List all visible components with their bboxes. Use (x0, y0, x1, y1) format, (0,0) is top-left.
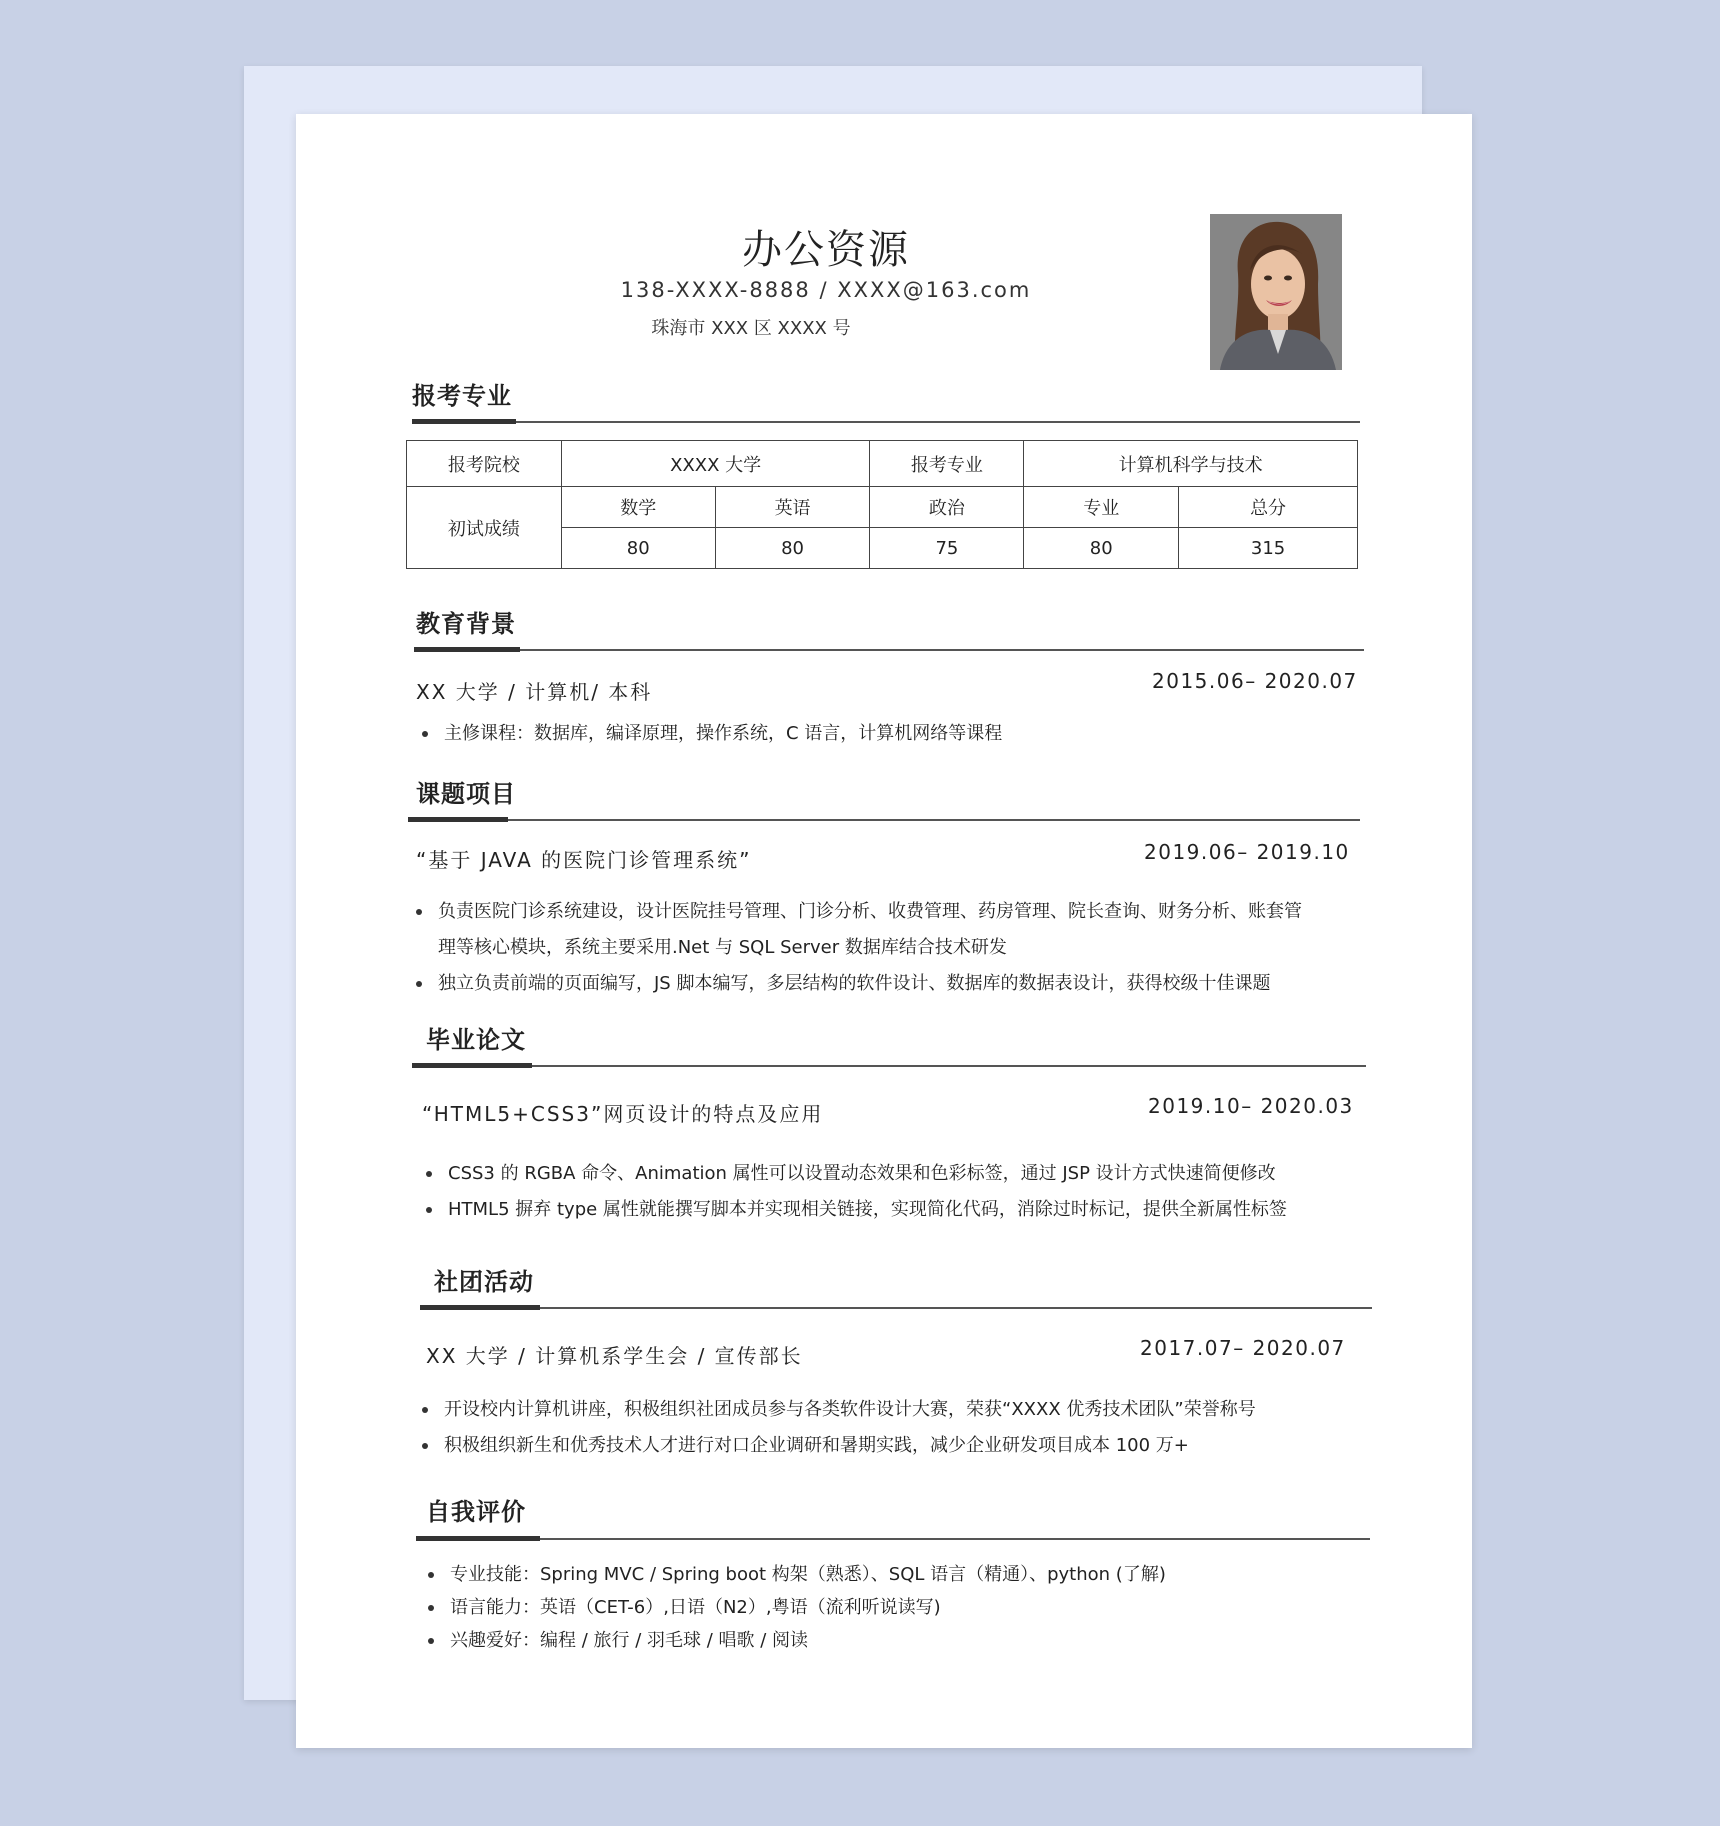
bullet-text: 主修课程：数据库，编译原理，操作系统，C 语言，计算机网络等课程 (444, 723, 1003, 744)
subject-header: 数学 (561, 487, 715, 528)
score-value: 80 (1024, 528, 1179, 569)
list-item (444, 1392, 1256, 1428)
subject-header: 英语 (715, 487, 870, 528)
list-item (448, 1192, 1287, 1228)
bullet-dot (416, 909, 422, 915)
section-divider (412, 421, 1360, 423)
section-divider (408, 819, 1360, 821)
bullet-text: 理等核心模块，系统主要采用.Net 与 SQL Server 数据库结合技术研发 (438, 937, 1007, 958)
section-accent-bar (408, 817, 508, 822)
subject-header: 专业 (1024, 487, 1179, 528)
table-cell-value: 计算机科学与技术 (1024, 441, 1358, 487)
bullet-dot (426, 1171, 432, 1177)
section-accent-bar (414, 647, 520, 652)
portrait-image (1210, 214, 1342, 370)
list-item (444, 716, 1002, 752)
address: 珠海市 XXX 区 XXXX 号 (651, 318, 851, 339)
bullet-text: 语言能力：英语（CET-6）,日语（N2）,粤语（流利听说读写) (450, 1597, 941, 1618)
section-divider (412, 1065, 1366, 1067)
bullet-text: CSS3 的 RGBA 命令、Animation 属性可以设置动态效果和色彩标签，通过 JSP 设计方式快速简便修改 (448, 1163, 1276, 1184)
bullet-dot (422, 1443, 428, 1449)
score-value: 80 (561, 528, 715, 569)
resume-name: 办公资源 (742, 227, 910, 273)
list-item (450, 1591, 941, 1624)
score-value: 315 (1179, 528, 1358, 569)
profile-photo (1210, 214, 1342, 370)
bullet-dot (422, 731, 428, 737)
section-title-major: 报考专业 (412, 382, 512, 410)
bullet-text: HTML5 摒弃 type 属性就能撰写脚本并实现相关链接，实现简化代码，消除过时标记，提供全新属性标签 (448, 1199, 1287, 1220)
section-accent-bar (412, 1063, 532, 1068)
table-cell-value: XXXX 大学 (561, 441, 870, 487)
bullet-dot (428, 1572, 434, 1578)
club-date: 2017.07– 2020.07 (1140, 1336, 1346, 1360)
section-divider (416, 1538, 1370, 1540)
list-item (450, 1558, 1166, 1591)
education-date: 2015.06– 2020.07 (1152, 669, 1358, 693)
club-title: XX 大学 / 计算机系学生会 / 宣传部长 (426, 1344, 803, 1368)
education-title: XX 大学 / 计算机/ 本科 (416, 680, 653, 704)
subject-header: 政治 (870, 487, 1024, 528)
bullet-text: 独立负责前端的页面编写，JS 脚本编写，多层结构的软件设计、数据库的数据表设计，获得校级十佳课题 (438, 973, 1271, 994)
table-cell-label: 报考院校 (407, 441, 562, 487)
list-item (448, 1156, 1276, 1192)
contact-info: 138-XXXX-8888 / XXXX@163.com (620, 278, 1032, 302)
bullet-dot (416, 981, 422, 987)
section-accent-bar (416, 1536, 540, 1541)
table-cell-label: 报考专业 (870, 441, 1024, 487)
bullet-dot (428, 1605, 434, 1611)
section-accent-bar (420, 1305, 540, 1310)
score-value: 75 (870, 528, 1024, 569)
list-item (444, 1428, 1189, 1464)
bullet-text: 负责医院门诊系统建设，设计医院挂号管理、门诊分析、收费管理、药房管理、院长查询、财务分析、账套管 (438, 901, 1302, 922)
score-table (406, 440, 1358, 569)
section-divider (420, 1307, 1372, 1309)
list-item (438, 894, 1302, 930)
resume-page (296, 114, 1472, 1748)
score-value: 80 (715, 528, 870, 569)
section-accent-bar (412, 419, 516, 424)
project-date: 2019.06– 2019.10 (1144, 840, 1350, 864)
thesis-title: “HTML5+CSS3”网页设计的特点及应用 (422, 1102, 824, 1126)
section-title-self: 自我评价 (426, 1498, 526, 1526)
bullet-text: 专业技能：Spring MVC / Spring boot 构架（熟悉）、SQL 语言（精通）、python (了解) (450, 1564, 1166, 1585)
bullet-dot (428, 1638, 434, 1644)
project-title: “基于 JAVA 的医院门诊管理系统” (416, 848, 752, 872)
list-item-continuation (438, 930, 1007, 966)
bullet-dot (422, 1407, 428, 1413)
bullet-text: 兴趣爱好：编程 / 旅行 / 羽毛球 / 唱歌 / 阅读 (450, 1630, 809, 1651)
section-title-project: 课题项目 (416, 780, 516, 808)
subject-header: 总分 (1179, 487, 1358, 528)
bullet-dot (426, 1207, 432, 1213)
table-cell-label: 初试成绩 (407, 487, 562, 569)
bullet-text: 积极组织新生和优秀技术人才进行对口企业调研和暑期实践，减少企业研发项目成本 100 万+ (444, 1435, 1189, 1456)
section-title-club: 社团活动 (434, 1268, 534, 1296)
section-title-education: 教育背景 (416, 610, 516, 638)
section-title-thesis: 毕业论文 (426, 1026, 526, 1054)
list-item (450, 1624, 808, 1657)
bullet-text: 开设校内计算机讲座，积极组织社团成员参与各类软件设计大赛，荣获“XXXX 优秀技术团队”荣誉称号 (444, 1399, 1256, 1420)
thesis-date: 2019.10– 2020.03 (1148, 1094, 1354, 1118)
section-divider (414, 649, 1364, 651)
list-item (438, 966, 1270, 1002)
